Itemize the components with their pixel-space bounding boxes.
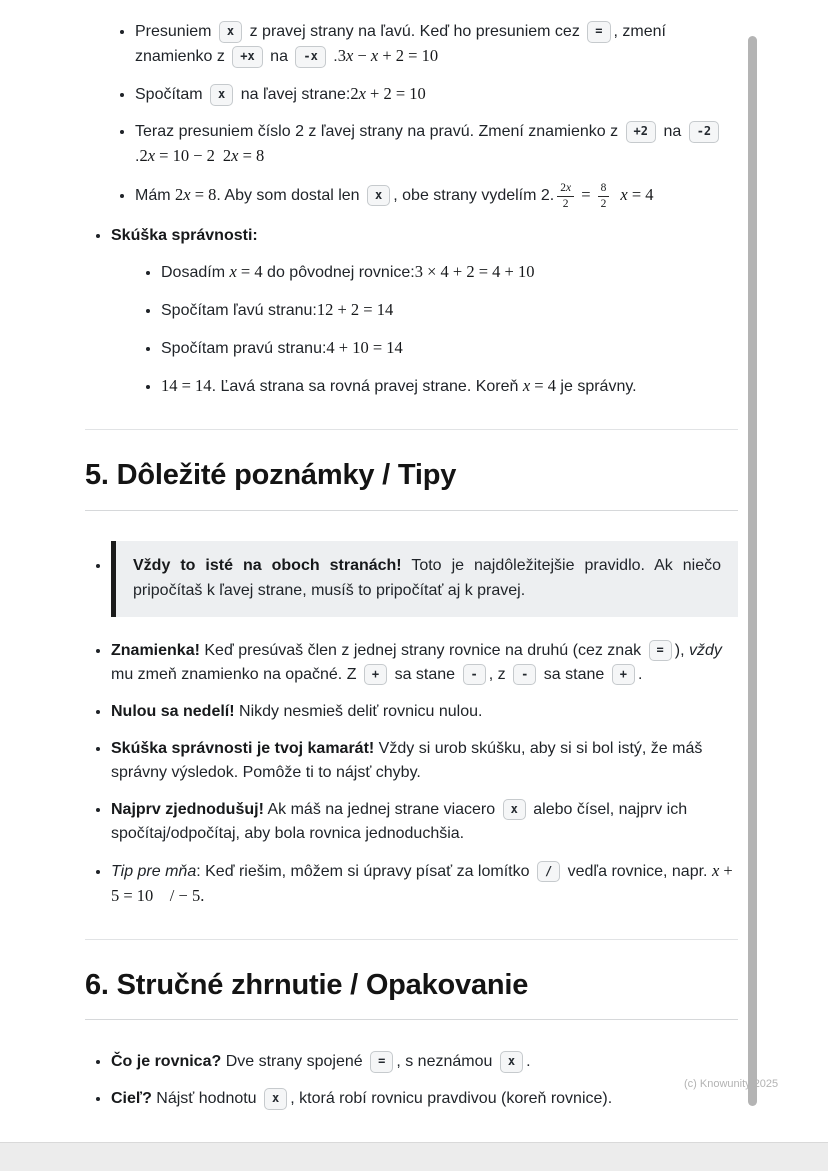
text-run: Dve strany spojené [221,1053,368,1071]
inline-code-chip: + [612,664,635,686]
list-item [111,700,738,724]
fraction-numerator: 8 [598,182,610,197]
math-expression: 14 = 14 [161,376,212,396]
inline-code-chip: = [587,21,610,43]
text-run: Ak máš na jednej strane viacero [263,800,500,818]
inline-code-chip: x [219,21,242,43]
text-run: sa stane [539,665,609,683]
bold-text: Najprv zjednodušuj! [111,800,264,818]
text-run: Keď presúvaš člen z jednej strany rovnice na druhú (cez znak [199,641,646,659]
bold-text: Čo je rovnica? [111,1053,222,1071]
inline-code-chip: - [513,664,536,686]
fraction-numerator: 2x [557,182,574,197]
bold-text: Znamienka! [111,641,200,659]
text-run: Nájsť hodnotu [151,1090,262,1108]
text-run: do pôvodnej rovnice: [262,264,415,282]
math-fraction [598,182,610,211]
italic-text: vždy [689,641,722,659]
text-run: , obe strany vydelím 2. [393,186,555,204]
bullet-list [85,541,738,909]
continued-sublist [109,20,738,211]
fraction-denominator: 2 [562,198,569,211]
math-expression: 12 + 2 = 14 [316,300,394,320]
text-run: Spočítam ľavú stranu: [161,302,317,320]
section-divider [85,429,738,430]
list-item [111,798,738,846]
bold-text: Cieľ? [111,1090,152,1108]
text-run: sa stane [390,665,460,683]
math-expression: 3 × 4 + 2 = 4 + 10 [414,262,535,282]
math-expression: 3x − x + 2 = 10 [337,46,439,65]
math-expression: x = 4 [620,184,654,204]
math-expression: 2x = 8 [175,184,217,204]
inline-code-chip: x [210,84,233,106]
inline-code-chip: x [264,1088,287,1110]
inline-code-chip: +x [232,46,262,68]
scrollbar-thumb[interactable] [748,36,757,1106]
text-run: mu zmeň znamienko na opačné. Z [111,665,361,683]
inline-code-chip: x [367,185,390,207]
list-item [135,82,738,107]
section-heading: 6. Stručné zhrnutie / Opakovanie [85,964,738,1021]
list-item [111,1087,738,1111]
inline-code-chip: -x [295,46,325,68]
list-item [111,859,738,909]
bold-text: Vždy to isté na oboch stranách! [133,556,402,574]
math-expression: 2x = 8 [222,146,265,165]
text-run: na [265,48,293,65]
text-run [215,148,223,165]
text-run: vedľa rovnice, napr. [563,862,712,880]
text-run: . Aby som dostal len [216,186,365,204]
watermark: (c) Knowunity 2025 [684,1078,779,1090]
text-run: Spočítam pravú stranu: [161,340,327,358]
inline-code-chip: = [370,1051,393,1073]
text-run: , zmení znamienko z [135,23,666,65]
list-item [161,374,738,399]
math-expression: 2x + 2 = 10 [350,84,426,103]
text-run: Presuniem [135,23,216,40]
list-item [135,182,738,211]
text-run: . [526,1053,531,1071]
list-item [161,260,738,285]
list-item [111,224,738,399]
italic-text: Tip pre mňa [111,862,197,880]
text-run: z pravej strany na ľavú. Keď ho presuniem cez [245,23,585,40]
text-run: , s neznámou [396,1053,497,1071]
bold-text: Skúška správnosti: [111,227,258,245]
page-bottom-edge [0,1142,828,1171]
list-item [161,298,738,323]
list-item [111,639,738,687]
inline-code-chip: -2 [689,121,719,143]
text-run: Vždy si urob skúšku, aby si si bol istý, že máš správny výsledok. Pomôže ti to nájsť chyby. [111,739,703,781]
inline-code-chip: x [503,799,526,821]
text-run: , ktorá robí rovnicu pravdivou (koreň rovnice). [290,1090,613,1108]
bold-text: Nulou sa nedelí! [111,702,235,720]
text-run: Mám [135,186,175,204]
text-run: na ľavej strane: [236,86,351,103]
callout-quote [111,541,738,617]
math-expression: x + 5 = 10 / − 5. [111,860,737,905]
text-run: Toto je najdôležitejšie pravidlo. Ak niečo pripočítaš k ľavej strane, musíš to pripočítať aj k pravej. [133,556,721,599]
inline-code-chip: x [500,1051,523,1073]
text-run: Nikdy nesmieš deliť rovnicu nulou. [234,702,483,720]
list-item [161,336,738,361]
text-run: Teraz presuniem číslo 2 z ľavej strany na pravú. Zmení znamienko z [135,123,623,140]
math-expression: x = 4 [522,376,556,396]
text-run: , z [488,665,511,683]
inline-code-chip: +2 [626,121,656,143]
math-expression: = [577,184,595,204]
text-run: Spočítam [135,86,208,103]
inline-code-chip: = [649,640,672,662]
text-run: je správny. [555,378,637,396]
inline-code-chip: + [364,664,387,686]
text-run: alebo čísel, najprv ich spočítaj/odpočítaj, aby bola rovnica jednoduchšia. [111,800,688,842]
text-run: . [637,665,643,683]
fraction-denominator: 2 [600,198,607,211]
math-expression: x = 4 [229,262,263,282]
text-run: . [328,48,338,65]
math-expression: 4 + 10 = 14 [326,338,403,358]
section-divider [85,939,738,940]
nested-list [135,260,738,399]
bold-text: Skúška správnosti je tvoj kamarát! [111,739,375,757]
bullet-list [85,1050,738,1111]
section-heading: 5. Dôležité poznámky / Tipy [85,454,738,511]
bullet-list [85,224,738,399]
text-run: . Ľavá strana sa rovná pravej strane. Koreň [211,378,523,396]
list-item [111,541,738,617]
math-expression: 2x = 10 − 2 [139,146,215,165]
list-item [135,120,738,169]
math-fraction [557,182,574,211]
list-item [111,737,738,785]
text-run: Dosadím [161,264,230,282]
list-item [111,1050,738,1074]
text-run: na [659,123,686,140]
inline-code-chip: - [463,664,486,686]
inline-code-chip: / [537,861,560,883]
text-run: ), [674,641,689,659]
text-run: . [135,148,140,165]
list-item [135,20,738,69]
text-run: : Keď riešim, môžem si úpravy písať za lomítko [196,862,534,880]
